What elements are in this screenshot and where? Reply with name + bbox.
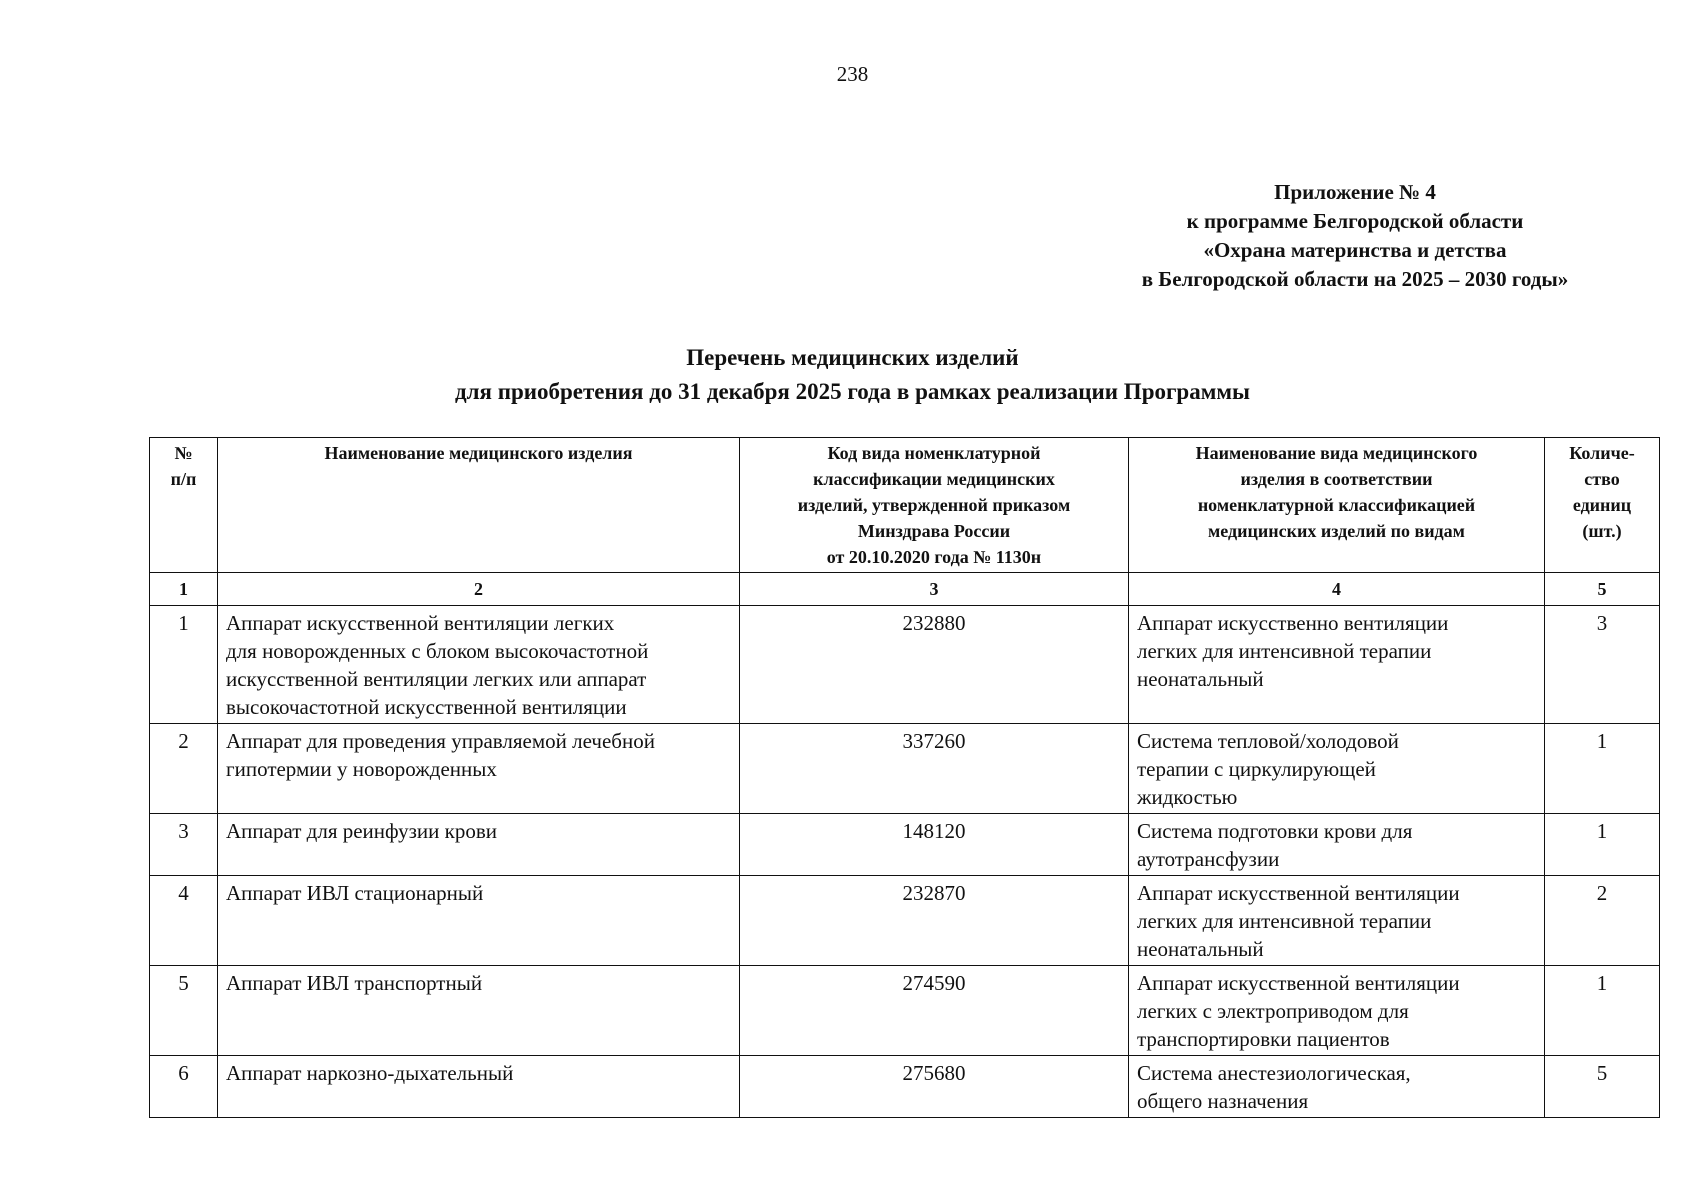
row-number: 1 — [150, 606, 218, 724]
appendix-line: к программе Белгородской области — [1186, 209, 1524, 233]
row-number: 6 — [150, 1056, 218, 1118]
device-name — [218, 606, 740, 724]
classification-code: 148120 — [740, 814, 1129, 876]
column-number: 3 — [740, 573, 1129, 606]
device-kind-line: терапии с циркулирующей — [1137, 757, 1376, 781]
device-kind-line: неонатальный — [1137, 667, 1264, 691]
header-num-line: п/п — [170, 469, 197, 489]
header-code-line: Код вида номенклатурной — [827, 443, 1041, 463]
device-kind-line: Система анестезиологическая, — [1137, 1061, 1411, 1085]
row-number: 3 — [150, 814, 218, 876]
device-kind-line: Система подготовки крови для — [1137, 819, 1413, 843]
classification-code: 274590 — [740, 966, 1129, 1056]
table-row — [150, 814, 1660, 876]
device-name-line: Аппарат ИВЛ стационарный — [226, 881, 484, 905]
header-num-line: № — [174, 443, 193, 463]
device-kind — [1129, 606, 1545, 724]
device-kind-line: легких для интенсивной терапии — [1137, 639, 1432, 663]
row-number: 5 — [150, 966, 218, 1056]
appendix-line: Приложение № 4 — [1274, 180, 1436, 204]
device-kind-line: Аппарат искусственно вентиляции — [1137, 611, 1449, 635]
table-row — [150, 1056, 1660, 1118]
device-kind-line: общего назначения — [1137, 1089, 1309, 1113]
title-line-1: Перечень медицинских изделий — [686, 345, 1019, 370]
quantity: 1 — [1545, 814, 1660, 876]
appendix-line: «Охрана материнства и детства — [1203, 238, 1507, 262]
devices-table — [149, 437, 1660, 1118]
column-number: 5 — [1545, 573, 1660, 606]
header-code-line: Минздрава России — [857, 521, 1011, 541]
device-name-line: гипотермии у новорожденных — [226, 757, 497, 781]
device-name — [218, 876, 740, 966]
header-kind-line: медицинских изделий по видам — [1208, 521, 1465, 541]
device-kind-line: легких с электроприводом для — [1137, 999, 1409, 1023]
device-kind-line: Аппарат искусственной вентиляции — [1137, 971, 1460, 995]
device-name — [218, 814, 740, 876]
quantity: 1 — [1545, 966, 1660, 1056]
device-kind — [1129, 966, 1545, 1056]
column-number-row — [150, 573, 1660, 606]
device-kind-line: легких для интенсивной терапии — [1137, 909, 1432, 933]
quantity: 1 — [1545, 724, 1660, 814]
classification-code: 232870 — [740, 876, 1129, 966]
header-qty-line: Количе- — [1569, 443, 1635, 463]
table-row — [150, 966, 1660, 1056]
table-row — [150, 724, 1660, 814]
title-line-2: для приобретения до 31 декабря 2025 года в рамках реализации Программы — [454, 379, 1251, 404]
row-number: 2 — [150, 724, 218, 814]
classification-code: 275680 — [740, 1056, 1129, 1118]
device-name — [218, 1056, 740, 1118]
row-number: 4 — [150, 876, 218, 966]
table-row — [150, 606, 1660, 724]
device-name-line: Аппарат наркозно-дыхательный — [226, 1061, 514, 1085]
header-kind-line: Наименование вида медицинского — [1195, 443, 1478, 463]
column-number: 2 — [218, 573, 740, 606]
page-number: 238 — [836, 62, 869, 86]
device-kind-line: жидкостью — [1137, 785, 1238, 809]
header-num — [150, 438, 218, 573]
device-name-line: Аппарат ИВЛ транспортный — [226, 971, 483, 995]
device-name — [218, 966, 740, 1056]
header-quantity — [1545, 438, 1660, 573]
appendix-line: в Белгородской области на 2025 – 2030 годы» — [1141, 267, 1569, 291]
device-kind-line: транспортировки пациентов — [1137, 1027, 1390, 1051]
header-qty-line: единиц — [1572, 495, 1632, 515]
appendix-header — [1095, 178, 1615, 294]
device-name-line: Аппарат для реинфузии крови — [226, 819, 498, 843]
quantity: 3 — [1545, 606, 1660, 724]
quantity: 5 — [1545, 1056, 1660, 1118]
device-name — [218, 724, 740, 814]
table-row — [150, 876, 1660, 966]
device-kind — [1129, 1056, 1545, 1118]
header-device-name — [218, 438, 740, 573]
classification-code: 232880 — [740, 606, 1129, 724]
document-title — [0, 341, 1705, 409]
classification-code: 337260 — [740, 724, 1129, 814]
device-kind — [1129, 814, 1545, 876]
device-kind-line: аутотрансфузии — [1137, 847, 1280, 871]
device-kind-line: Аппарат искусственной вентиляции — [1137, 881, 1460, 905]
quantity: 2 — [1545, 876, 1660, 966]
column-number: 4 — [1129, 573, 1545, 606]
device-name-line: Аппарат для проведения управляемой лечебной — [226, 729, 655, 753]
device-kind-line: Система тепловой/холодовой — [1137, 729, 1399, 753]
header-device-name-line: Наименование медицинского изделия — [324, 443, 633, 463]
device-name-line: для новорожденных с блоком высокочастотной — [226, 639, 649, 663]
device-name-line: искусственной вентиляции легких или аппарат — [226, 667, 647, 691]
header-kind-line: изделия в соответствии — [1240, 469, 1433, 489]
header-qty-line: (шт.) — [1582, 521, 1622, 541]
device-name-line: высокочастотной искусственной вентиляции — [226, 695, 627, 719]
header-qty-line: ство — [1584, 469, 1620, 489]
column-number: 1 — [150, 573, 218, 606]
device-kind-line: неонатальный — [1137, 937, 1264, 961]
header-code-line: изделий, утвержденной приказом — [797, 495, 1071, 515]
table-header-row — [150, 438, 1660, 573]
device-kind — [1129, 724, 1545, 814]
header-code-line: от 20.10.2020 года № 1130н — [826, 547, 1042, 567]
header-device-kind — [1129, 438, 1545, 573]
device-name-line: Аппарат искусственной вентиляции легких — [226, 611, 615, 635]
header-code-line: классификации медицинских — [813, 469, 1055, 489]
header-classification-code — [740, 438, 1129, 573]
header-kind-line: номенклатурной классификацией — [1197, 495, 1476, 515]
device-kind — [1129, 876, 1545, 966]
